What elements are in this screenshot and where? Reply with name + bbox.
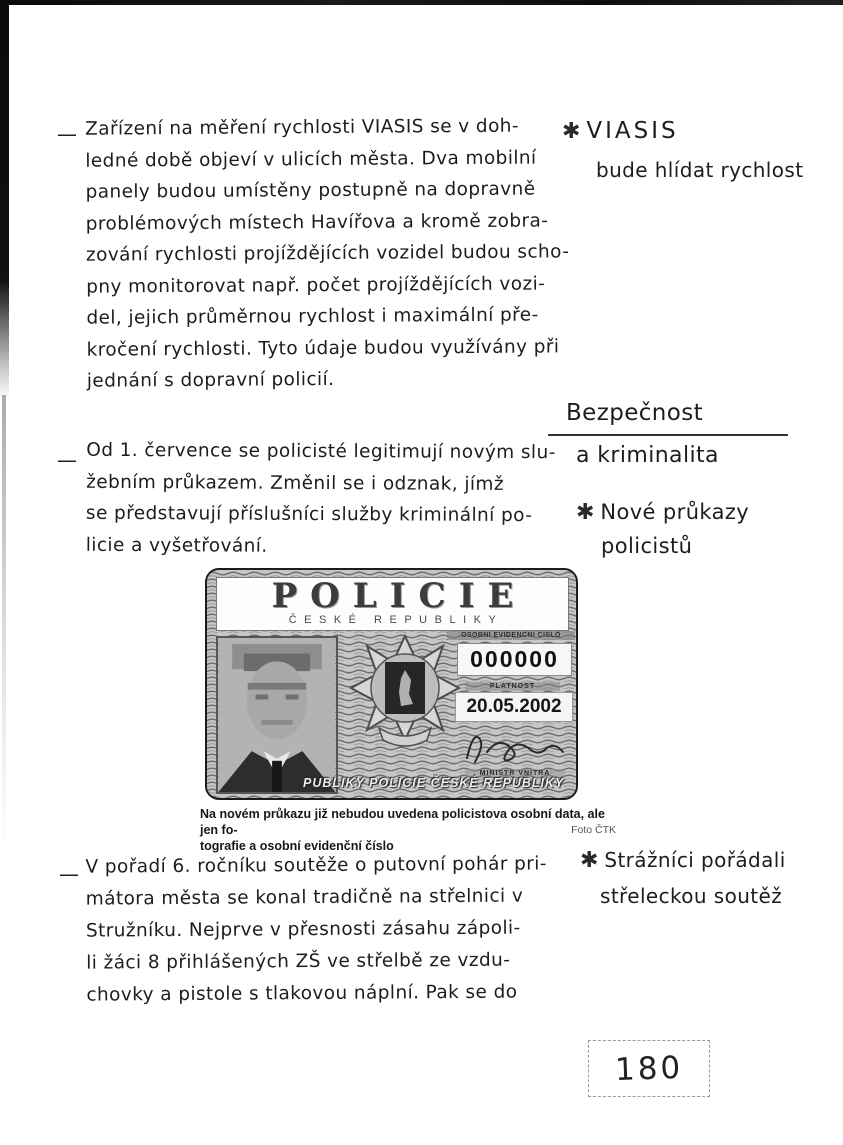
card-id-number: 000000 [457,643,572,676]
card-id-label: OSOBNÍ EVIDENČNÍ ČÍSLO [447,631,575,640]
margin-note-straznici-sub: střeleckou soutěž [600,884,783,908]
card-issue-date: 20.05.2002 [455,692,573,722]
star-marker-icon: ✱ [562,119,581,144]
scan-edge-top [0,0,843,5]
paragraph-1-line: problémových místech Havířova a kromě zobra- [85,209,549,235]
margin-note-straznici [580,848,786,873]
paragraph-1-line: pny monitorovat např. počet projíždějících vozi- [86,272,546,298]
scan-edge-left [0,0,9,400]
paragraph-3-line: mátora města se konal tradičně na střelnici v [85,885,524,910]
page-number: 180 [614,1049,684,1088]
paragraph-2-line: se představují příslušníci služby kriminální po- [85,502,533,527]
margin-note-prukazy [576,500,749,525]
bullet-dash-2: — [57,448,78,472]
caption-line-2: tografie a osobní evidenční číslo [200,839,394,853]
bullet-dash-1: — [57,122,78,146]
section-subheading: a kriminalita [576,443,719,468]
paragraph-3-line: chovky a pistole s tlakovou náplní. Pak se do [86,981,518,1006]
paragraph-3-line: V pořadí 6. ročníku soutěže o putovní pohár pri- [85,853,547,878]
photo-caption [200,806,618,854]
paragraph-2-line: žebním průkazem. Změnil se i odznak, jímž [86,471,505,495]
card-header [216,577,569,631]
paragraph-1-line: panely budou umístěny postupně na dopravně [85,178,536,203]
badge-graphic [349,632,461,772]
margin-note-viasis-title: VIASIS [586,118,679,144]
paragraph-3-line: Stružníku. Nejprve v přesnosti zásahu zápoli- [85,917,521,942]
page-number-box [588,1040,710,1097]
margin-note-viasis-sub: bude hlídat rychlost [596,158,804,182]
card-date-label: PLATNOST [465,682,560,691]
police-id-card-image [205,568,578,800]
paragraph-2 [86,440,556,568]
paragraph-1-line: del, jejich průměrnou rychlost i maximální pře- [86,304,539,329]
paragraph-1-line: jednání s dopravní policií. [86,368,335,392]
margin-note-viasis [562,118,679,144]
paragraph-1 [85,115,570,402]
paragraph-1-line: kročení rychlosti. Tyto údaje budou využívány při [86,335,560,361]
margin-note-straznici-title: Strážníci pořádali [604,848,786,872]
photo-credit: Foto ČTK [571,824,616,836]
caption-line-1: Na novém průkazu již nebudou uvedena policistova osobní data, ale jen fo- [200,807,605,837]
section-heading: Bezpečnost [566,400,704,426]
paragraph-3-line: li žáci 8 přihlášených ZŠ ve střelbě ze vzdu- [86,949,511,974]
star-marker-icon: ✱ [580,848,599,873]
paragraph-2-line: Od 1. července se policisté legitimují novým slu- [86,439,556,464]
portrait-graphic [218,638,336,792]
card-title: POLICIE [271,576,527,616]
margin-note-prukazy-title: Nové průkazy [600,500,750,524]
bullet-dash-3: — [59,862,80,886]
section-heading-underline [548,434,788,436]
paragraph-1-line: Zařízení na měření rychlosti VIASIS se v doh- [85,115,520,140]
card-bottom-strip: PUBLIKY POLICIE ČESKÉ REPUBLIKY [303,776,565,790]
minister-signature [459,722,571,770]
margin-note-prukazy-sub: policistů [601,534,693,558]
paragraph-3 [85,853,547,1016]
card-subtitle: ČESKÉ REPUBLIKY [288,614,504,626]
card-portrait-photo [216,636,338,794]
paragraph-1-line: ledné době objeví v ulicích města. Dva mobilní [85,147,537,172]
star-marker-icon: ✱ [576,500,595,525]
paragraph-2-line: licie a vyšetřování. [85,534,268,557]
police-badge-emblem [349,632,461,772]
scan-edge-left-faint [2,395,6,855]
minister-label: MINISTR VNITRA [465,769,565,778]
paragraph-1-line: zování rychlosti projíždějících vozidel budou scho- [85,241,570,266]
